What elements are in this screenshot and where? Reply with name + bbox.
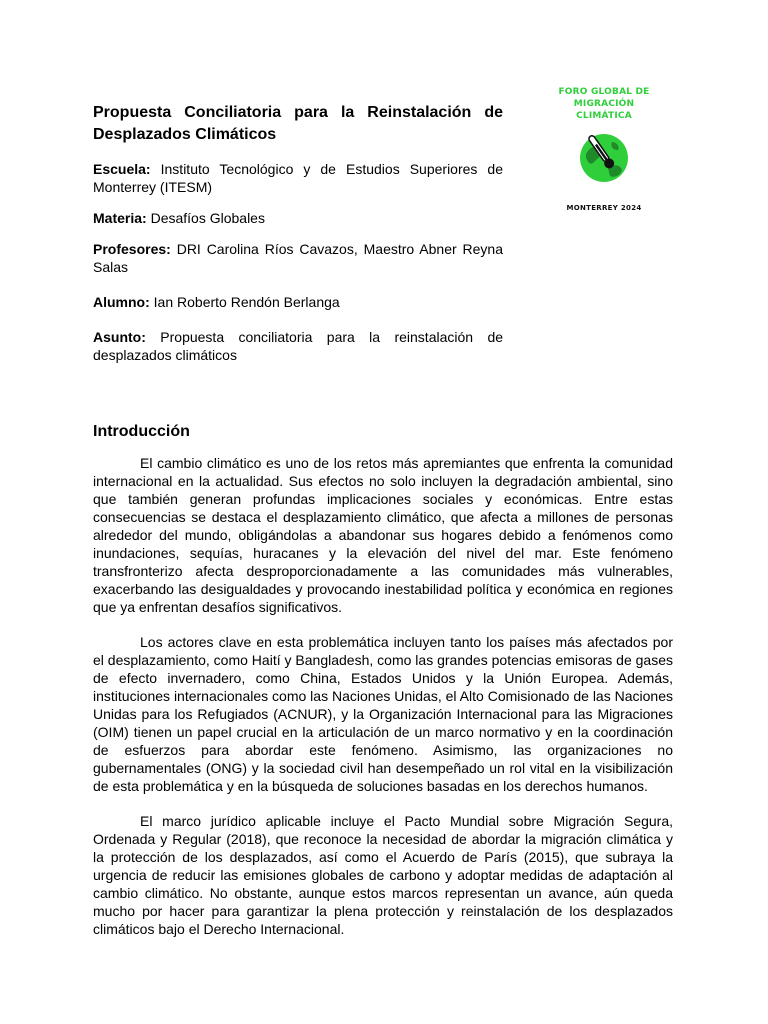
field-label: Asunto: [93,329,146,345]
logo-title-line: FORO GLOBAL DE [558,87,650,97]
document-title: Propuesta Conciliatoria para la Reinstalación de Desplazados Climáticos [93,104,503,143]
field-profesores [93,240,503,276]
field-value: Desafíos Globales [150,210,265,226]
field-value: Instituto Tecnológico y de Estudios Superiores de Monterrey (ITESM) [93,161,504,195]
logo-footer: MONTERREY 2024 [566,204,642,212]
field-asunto [93,328,503,364]
field-materia [93,209,503,227]
logo-title [548,86,660,122]
field-label: Alumno: [93,294,150,310]
section-heading-introduccion: Introducción [93,423,190,440]
field-label: Escuela: [93,161,151,177]
globe-thermometer-icon [576,128,632,184]
logo-title-line: MIGRACIÓN [573,99,635,109]
logo-title-line: CLIMÁTICA [576,111,632,121]
body-paragraph: El cambio climático es uno de los retos más apremiantes que enfrenta la comunidad internacional en la actualidad. Sus efectos no solo incluyen la degradación ambiental, sino que también generan profundas implicaciones sociales y económicas. Entre estas consecuencias se destaca el desplazamiento climático, que afecta a millones de personas alrededor del mundo, obligándolas a abandonar sus hogares debido a fenómenos como inundaciones, sequías, huracanes y la elevación del nivel del mar. Este fenómeno transfronterizo afecta desproporcionadamente a las comunidades más vulnerables, exacerbando las desigualdades y provocando inestabilidad política y económica en regiones que ya enfrentan desafíos significativos. [93,455,673,615]
field-label: Materia: [93,210,147,226]
document-body [93,422,673,955]
field-escuela [93,160,503,196]
field-alumno [93,293,503,311]
body-paragraph: Los actores clave en esta problemática incluyen tanto los países más afectados por el desplazamiento, como Haití y Bangladesh, como las grandes potencias emisoras de gases de efecto invernadero, como China, Estados Unidos y la Unión Europea. Además, instituciones internacionales como las Naciones Unidas, el Alto Comisionado de las Naciones Unidas para los Refugiados (ACNUR), y la Organización Internacional para las Migraciones (OIM) tienen un papel crucial en la articulación de un marco normativo y en la coordinación de esfuerzos para abordar este fenómeno. Asimismo, las organizaciones no gubernamentales (ONG) y la sociedad civil han desempeñado un rol vital en la visibilización de esta problemática y en la búsqueda de soluciones basadas en los derechos humanos. [93,634,673,794]
field-value: Ian Roberto Rendón Berlanga [153,294,340,310]
body-paragraph: El marco jurídico aplicable incluye el Pacto Mundial sobre Migración Segura, Ordenada y Regular (2018), que reconoce la necesidad de abordar la migración climática y la protección de los desplazados, así como el Acuerdo de París (2015), que subraya la urgencia de reducir las emisiones globales de carbono y adoptar medidas de adaptación al cambio climático. No obstante, aunque estos marcos representan un avance, aún queda mucho por hacer para garantizar la plena protección y reinstalación de los desplazados climáticos bajo el Derecho Internacional. [93,813,673,937]
document-header [93,102,503,364]
field-label: Profesores: [93,241,171,257]
field-value: Propuesta conciliatoria para la reinstalación de desplazados climáticos [93,329,504,363]
field-value: DRI Carolina Ríos Cavazos, Maestro Abner Reyna Salas [93,241,504,275]
forum-logo [548,86,660,218]
